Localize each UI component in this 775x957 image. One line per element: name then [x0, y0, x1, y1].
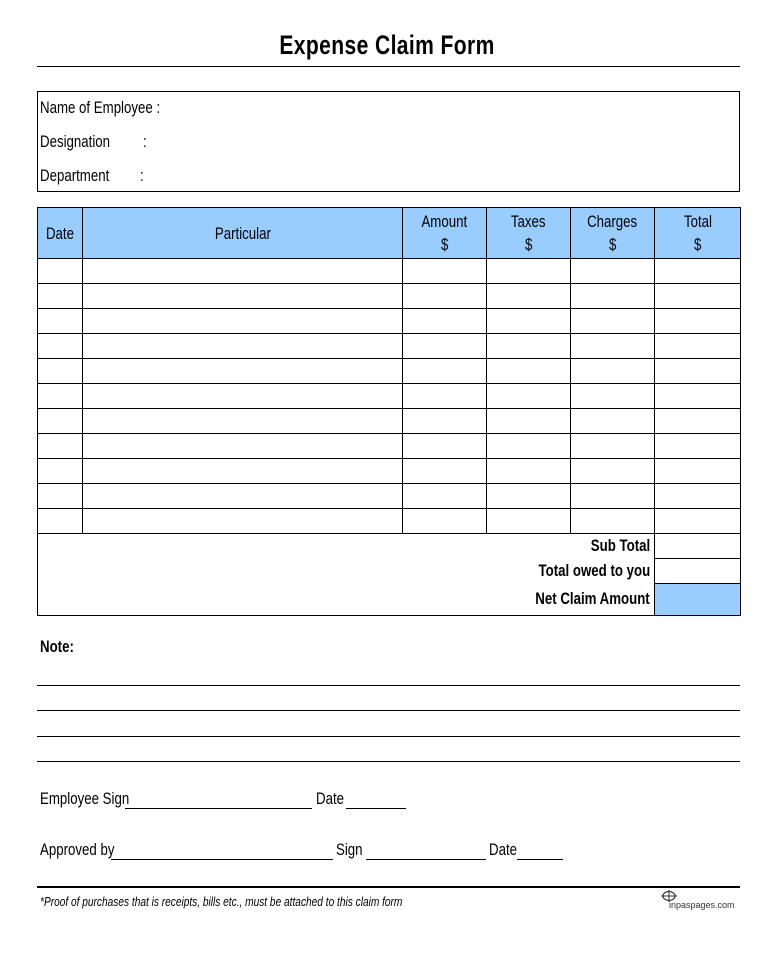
cell-particular[interactable] [83, 334, 403, 359]
designation-field[interactable]: Designation [40, 132, 111, 151]
cell-particular[interactable] [83, 384, 403, 409]
cell-charges[interactable] [571, 309, 655, 334]
footer-note: *Proof of purchases that is receipts, bills etc., must be attached to this claim form [40, 894, 403, 909]
cell-total[interactable] [655, 259, 741, 284]
cell-total[interactable] [655, 359, 741, 384]
cell-amount[interactable] [403, 384, 487, 409]
cell-particular[interactable] [83, 509, 403, 534]
cell-charges[interactable] [571, 459, 655, 484]
cell-taxes[interactable] [487, 334, 571, 359]
cell-taxes[interactable] [487, 259, 571, 284]
approval-date-label: Date [489, 840, 518, 859]
cell-date[interactable] [38, 359, 83, 384]
table-row [38, 284, 741, 309]
cell-charges[interactable] [571, 409, 655, 434]
employee-sign-label: Employee Sign [40, 789, 130, 808]
department-field[interactable]: Department [40, 166, 110, 185]
cell-charges[interactable] [571, 484, 655, 509]
cell-date[interactable] [38, 409, 83, 434]
subtotal-label: Sub Total [38, 534, 655, 559]
header-taxes: Taxes $ [487, 208, 571, 259]
net-claim-value[interactable] [655, 584, 741, 616]
cell-total[interactable] [655, 334, 741, 359]
table-row [38, 459, 741, 484]
cell-charges[interactable] [571, 259, 655, 284]
form-title: Expense Claim Form [279, 30, 496, 60]
net-claim-label: Net Claim Amount [38, 584, 655, 616]
cell-taxes[interactable] [487, 509, 571, 534]
cell-particular[interactable] [83, 434, 403, 459]
table-row [38, 409, 741, 434]
cell-charges[interactable] [571, 434, 655, 459]
owed-label: Total owed to you [38, 559, 655, 584]
owed-value[interactable] [655, 559, 741, 584]
designation-colon: : [143, 132, 147, 151]
table-row [38, 509, 741, 534]
cell-date[interactable] [38, 384, 83, 409]
header-particular: Particular [83, 208, 403, 259]
note-line[interactable] [37, 685, 740, 686]
employee-sign-line[interactable] [125, 808, 312, 809]
cell-amount[interactable] [403, 359, 487, 384]
table-row [38, 334, 741, 359]
cell-total[interactable] [655, 434, 741, 459]
table-header-row [38, 208, 741, 259]
cell-particular[interactable] [83, 309, 403, 334]
cell-charges[interactable] [571, 384, 655, 409]
cell-total[interactable] [655, 409, 741, 434]
cell-total[interactable] [655, 484, 741, 509]
cell-amount[interactable] [403, 509, 487, 534]
cell-particular[interactable] [83, 484, 403, 509]
note-line[interactable] [37, 761, 740, 762]
note-line[interactable] [37, 710, 740, 711]
cell-taxes[interactable] [487, 459, 571, 484]
subtotal-row [38, 534, 741, 559]
cell-date[interactable] [38, 484, 83, 509]
cell-taxes[interactable] [487, 409, 571, 434]
note-label: Note: [40, 637, 74, 656]
net-claim-row [38, 584, 741, 616]
cell-charges[interactable] [571, 359, 655, 384]
subtotal-value[interactable] [655, 534, 741, 559]
cell-charges[interactable] [571, 334, 655, 359]
cell-amount[interactable] [403, 484, 487, 509]
note-line[interactable] [37, 736, 740, 737]
cell-amount[interactable] [403, 259, 487, 284]
cell-charges[interactable] [571, 509, 655, 534]
department-colon: : [140, 166, 144, 185]
table-row [38, 309, 741, 334]
approval-date-line[interactable] [517, 859, 563, 860]
cell-amount[interactable] [403, 434, 487, 459]
cell-amount[interactable] [403, 284, 487, 309]
cell-date[interactable] [38, 259, 83, 284]
cell-date[interactable] [38, 334, 83, 359]
owed-row [38, 559, 741, 584]
table-row [38, 259, 741, 284]
cell-total[interactable] [655, 384, 741, 409]
cell-charges[interactable] [571, 284, 655, 309]
cell-date[interactable] [38, 509, 83, 534]
logo-text: inpaspages.com [669, 900, 735, 910]
cell-taxes[interactable] [487, 359, 571, 384]
cell-date[interactable] [38, 459, 83, 484]
cell-total[interactable] [655, 459, 741, 484]
cell-amount[interactable] [403, 309, 487, 334]
cell-total[interactable] [655, 509, 741, 534]
title-divider [37, 66, 740, 67]
cell-amount[interactable] [403, 459, 487, 484]
table-row [38, 434, 741, 459]
header-charges: Charges $ [571, 208, 655, 259]
header-amount: Amount $ [403, 208, 487, 259]
cell-taxes[interactable] [487, 384, 571, 409]
cell-particular[interactable] [83, 359, 403, 384]
approved-by-line[interactable] [111, 859, 333, 860]
employee-name-field[interactable]: Name of Employee : [40, 98, 161, 117]
cell-taxes[interactable] [487, 434, 571, 459]
cell-date[interactable] [38, 434, 83, 459]
cell-particular[interactable] [83, 284, 403, 309]
cell-particular[interactable] [83, 459, 403, 484]
cell-particular[interactable] [83, 409, 403, 434]
cell-particular[interactable] [83, 259, 403, 284]
table-row [38, 359, 741, 384]
table-row [38, 384, 741, 409]
approved-by-label: Approved by [40, 840, 115, 859]
approval-sign-line[interactable] [366, 859, 486, 860]
cell-taxes[interactable] [487, 284, 571, 309]
cell-taxes[interactable] [487, 309, 571, 334]
cell-amount[interactable] [403, 334, 487, 359]
employee-info-box [37, 91, 740, 192]
approval-sign-label: Sign [336, 840, 363, 859]
expense-table [37, 207, 741, 616]
cell-total[interactable] [655, 284, 741, 309]
cell-date[interactable] [38, 309, 83, 334]
employee-date-line[interactable] [346, 808, 406, 809]
table-row [38, 484, 741, 509]
cell-taxes[interactable] [487, 484, 571, 509]
footer-divider [37, 886, 740, 888]
cell-date[interactable] [38, 284, 83, 309]
cell-total[interactable] [655, 309, 741, 334]
header-date: Date [38, 208, 83, 259]
cell-amount[interactable] [403, 409, 487, 434]
header-total: Total $ [655, 208, 741, 259]
employee-date-label: Date [316, 789, 345, 808]
